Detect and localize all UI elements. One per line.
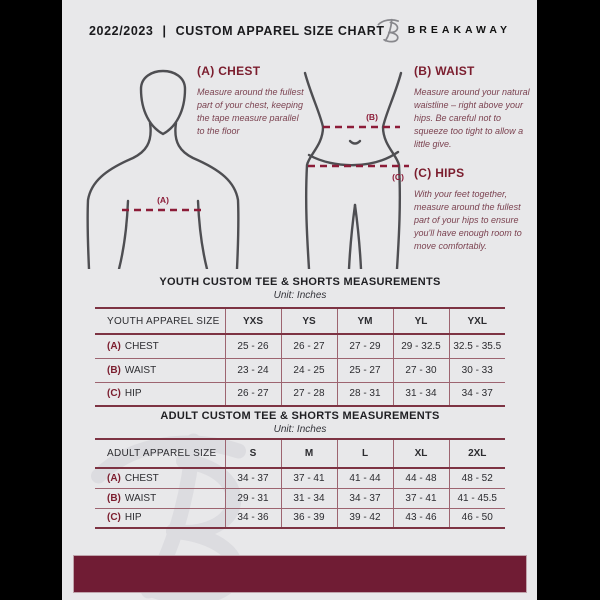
adult-size-s: S: [225, 439, 281, 468]
adult-hip-row: [95, 508, 505, 528]
youth-size-header-cell: YOUTH APPAREL SIZE: [95, 308, 225, 334]
chest-heading: (A) CHEST: [197, 64, 261, 78]
size-chart-page: [62, 0, 537, 600]
adult-hip-value: 34 - 36: [225, 508, 281, 528]
youth-hip-label: [95, 382, 225, 406]
left-side-outline: [305, 73, 323, 269]
youth-size-yxl: YXL: [449, 308, 505, 334]
head-outline: [141, 71, 185, 134]
navel-mark: [350, 141, 360, 144]
adult-header-row: [95, 439, 505, 468]
adult-table-unit: Unit: Inches: [273, 424, 327, 435]
youth-chest-value: 29 - 32.5: [393, 334, 449, 358]
youth-waist-value: 30 - 33: [449, 358, 505, 382]
row-name: CHEST: [124, 472, 159, 484]
youth-waist-value: 24 - 25: [281, 358, 337, 382]
left-shoulder-arm: [88, 123, 151, 269]
youth-waist-value: 25 - 27: [337, 358, 393, 382]
youth-chest-value: 32.5 - 35.5: [449, 334, 505, 358]
row-key: (C): [107, 388, 121, 400]
adult-chest-value: 48 - 52: [449, 468, 505, 488]
row-key: (C): [107, 512, 121, 524]
waist-description: Measure around your natural waistline – right above your hips. Be careful not to squeeze too tight to allow a little give.: [414, 87, 530, 150]
adult-chest-row: [95, 468, 505, 488]
youth-waist-row: [95, 358, 505, 382]
youth-hip-value: 26 - 27: [225, 382, 281, 406]
adult-chest-value: 34 - 37: [225, 468, 281, 488]
row-key: (A): [107, 472, 121, 484]
footer-bar: [73, 555, 527, 593]
title-divider: |: [162, 24, 167, 38]
youth-waist-value: 27 - 30: [393, 358, 449, 382]
adult-hip-value: 43 - 46: [393, 508, 449, 528]
adult-chest-value: 41 - 44: [337, 468, 393, 488]
document-title: [89, 24, 385, 38]
chest-description: Measure around the fullest part of your chest, keeping the tape measure parallel to the floor: [197, 87, 304, 137]
row-key: (B): [107, 364, 121, 376]
row-name: HIP: [124, 388, 142, 400]
adult-hip-value: 36 - 39: [281, 508, 337, 528]
row-name: WAIST: [124, 364, 157, 376]
right-shoulder-arm: [175, 123, 238, 269]
brand-name: BREAKAWAY: [407, 23, 511, 36]
youth-header-row: [95, 308, 505, 334]
row-name: WAIST: [124, 492, 157, 504]
lower-body-diagram: [292, 57, 414, 269]
adult-hip-value: 39 - 42: [337, 508, 393, 528]
youth-size-yl: YL: [393, 308, 449, 334]
adult-table-title: ADULT CUSTOM TEE & SHORTS MEASUREMENTS: [160, 410, 440, 422]
brand-lockup: [377, 16, 511, 43]
waistband-curve: [309, 152, 398, 165]
adult-chest-label: [95, 468, 225, 488]
chest-marker-label: (A): [157, 195, 169, 205]
youth-size-table: [95, 307, 505, 407]
adult-waist-value: 29 - 31: [225, 488, 281, 508]
adult-size-l: L: [337, 439, 393, 468]
adult-size-xl: XL: [393, 439, 449, 468]
youth-table-unit: Unit: Inches: [273, 290, 327, 301]
youth-size-ym: YM: [337, 308, 393, 334]
youth-hip-value: 28 - 31: [337, 382, 393, 406]
right-inner-leg: [355, 205, 361, 269]
page-title: CUSTOM APPAREL SIZE CHART: [175, 24, 385, 38]
adult-hip-label: [95, 508, 225, 528]
adult-chest-value: 37 - 41: [281, 468, 337, 488]
youth-waist-value: 23 - 24: [225, 358, 281, 382]
youth-chest-row: [95, 334, 505, 358]
youth-hip-value: 27 - 28: [281, 382, 337, 406]
adult-hip-value: 46 - 50: [449, 508, 505, 528]
chest-instructions: [197, 64, 307, 138]
waist-instructions: [414, 64, 535, 151]
adult-waist-label: [95, 488, 225, 508]
row-key: (B): [107, 492, 121, 504]
adult-size-header-cell: ADULT APPAREL SIZE: [95, 439, 225, 468]
adult-waist-row: [95, 488, 505, 508]
adult-waist-value: 34 - 37: [337, 488, 393, 508]
youth-chest-value: 25 - 26: [225, 334, 281, 358]
adult-size-2xl: 2XL: [449, 439, 505, 468]
adult-waist-value: 31 - 34: [281, 488, 337, 508]
hips-heading: (C) HIPS: [414, 166, 465, 180]
youth-hip-row: [95, 382, 505, 406]
youth-chest-label: [95, 334, 225, 358]
hips-instructions: [414, 166, 535, 253]
hips-description: With your feet together, measure around the fullest part of your hips to ensure you'll have enough room to move comfortably.: [414, 189, 522, 252]
waist-heading: (B) WAIST: [414, 64, 475, 78]
youth-chest-value: 27 - 29: [337, 334, 393, 358]
right-side-outline: [383, 73, 401, 269]
youth-table-title: YOUTH CUSTOM TEE & SHORTS MEASUREMENTS: [159, 276, 441, 288]
adult-waist-value: 37 - 41: [393, 488, 449, 508]
row-name: CHEST: [124, 340, 159, 352]
youth-hip-value: 31 - 34: [393, 382, 449, 406]
adult-chest-value: 44 - 48: [393, 468, 449, 488]
left-inner-leg: [349, 205, 355, 269]
youth-hip-value: 34 - 37: [449, 382, 505, 406]
row-name: HIP: [124, 512, 142, 524]
youth-waist-label: [95, 358, 225, 382]
youth-size-ys: YS: [281, 308, 337, 334]
adult-size-table: [95, 438, 505, 529]
row-key: (A): [107, 340, 121, 352]
season-label: 2022/2023: [89, 24, 154, 38]
youth-size-yxs: YXS: [225, 308, 281, 334]
adult-size-m: M: [281, 439, 337, 468]
breakaway-logo-icon: [377, 16, 401, 43]
waist-marker-label: (B): [366, 112, 378, 122]
hip-marker-label: (C): [392, 172, 404, 182]
youth-chest-value: 26 - 27: [281, 334, 337, 358]
adult-waist-value: 41 - 45.5: [449, 488, 505, 508]
